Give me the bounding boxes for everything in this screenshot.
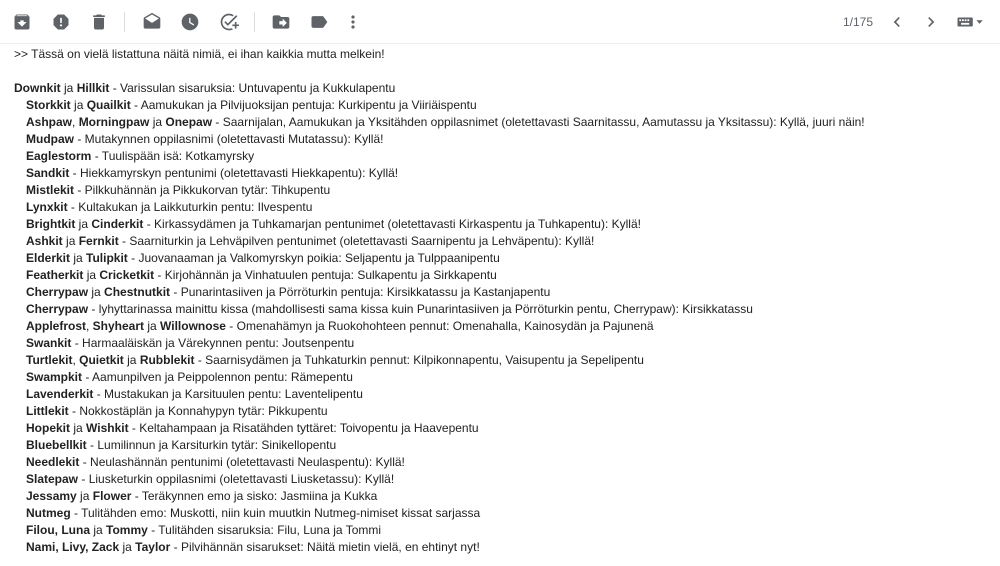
cat-name: Storkkit — [26, 98, 71, 112]
description-text: , — [86, 319, 93, 333]
list-item — [14, 539, 1000, 556]
cat-name: Needlekit — [26, 455, 80, 469]
toolbar-divider — [124, 12, 125, 32]
cat-name: Hillkit — [76, 81, 110, 95]
description-text: - Harmaaläiskän ja Värekynnen pentu: Joutsenpentu — [71, 336, 355, 350]
description-text: - Varissulan sisaruksia: Untuvapentu ja Kukkulapentu — [109, 81, 396, 95]
list-item — [14, 437, 1000, 454]
message-intro: >> Tässä on vielä listattuna näitä nimiä, ei ihan kaikkia mutta melkein! — [14, 47, 385, 61]
blank-line — [14, 63, 1000, 80]
mark-unread-icon[interactable] — [141, 11, 163, 33]
list-item — [14, 182, 1000, 199]
cat-name: Willownose — [160, 319, 226, 333]
description-text: ja — [60, 81, 77, 95]
cat-name: Applefrost — [26, 319, 86, 333]
description-text: - Mutakynnen oppilasnimi (oletettavasti Mutatassu): Kyllä! — [74, 132, 384, 146]
cat-name: Hopekit — [26, 421, 71, 435]
description-text: - Teräkynnen emo ja sisko: Jasmiina ja Kukka — [131, 489, 378, 503]
cat-name: Morningpaw — [78, 115, 150, 129]
cat-name: Mudpaw — [26, 132, 74, 146]
description-text: - Mustakukan ja Karsituulen pentu: Laventelipentu — [93, 387, 363, 401]
cat-name: Swankit — [26, 336, 72, 350]
description-text: ja — [75, 217, 92, 231]
description-text: - Pilvihännän sisarukset: Näitä mietin vielä, en ehtinyt nyt! — [170, 540, 480, 554]
description-text: - Hiekkamyrskyn pentunimi (oletettavasti Hiekkapentu): Kyllä! — [69, 166, 399, 180]
description-text: ja — [70, 98, 87, 112]
description-text: - Kirjohännän ja Vinhatuulen pentuja: Sulkapentu ja Sirkkapentu — [154, 268, 497, 282]
list-item — [14, 148, 1000, 165]
description-text: - Kirkassydämen ja Tuhkamarjan pentunimet (oletettavasti Kirkaspentu ja Tuhkapentu): Kyllä! — [143, 217, 641, 231]
list-item — [14, 284, 1000, 301]
cat-name: Quietkit — [79, 353, 124, 367]
list-item — [14, 454, 1000, 471]
list-item — [14, 199, 1000, 216]
list-item — [14, 403, 1000, 420]
description-text: - Neulashännän pentunimi (oletettavasti Neulaspentu): Kyllä! — [79, 455, 405, 469]
name-list — [14, 80, 1000, 556]
description-text: ja — [119, 540, 136, 554]
description-text: - Aamunpilven ja Peippolennon pentu: Rämepentu — [82, 370, 353, 384]
move-to-icon[interactable] — [270, 11, 292, 33]
description-text: ja — [90, 523, 107, 537]
description-text: ja — [70, 251, 87, 265]
description-text: - Saarnisydämen ja Tuhkaturkin pennut: Kilpikonnapentu, Vaisupentu ja Sepelipentu — [194, 353, 644, 367]
cat-name: Elderkit — [26, 251, 71, 265]
description-text: - Lumilinnun ja Karsiturkin tytär: Sinikellopentu — [86, 438, 337, 452]
list-item — [14, 335, 1000, 352]
list-item — [14, 114, 1000, 131]
cat-name: Wishkit — [86, 421, 129, 435]
label-icon[interactable] — [308, 11, 330, 33]
description-text: - Nokkostäplän ja Konnahypyn tytär: Pikkupentu — [68, 404, 328, 418]
list-item — [14, 80, 1000, 97]
description-text: ja — [144, 319, 161, 333]
snooze-icon[interactable] — [179, 11, 201, 33]
description-text: - Liusketurkin oppilasnimi (oletettavasti Liusketassu): Kyllä! — [78, 472, 395, 486]
delete-icon[interactable] — [88, 11, 110, 33]
list-item — [14, 369, 1000, 386]
cat-name: Mistlekit — [26, 183, 75, 197]
description-text: - Keltahampaan ja Risatähden tyttäret: Toivopentu ja Haavepentu — [128, 421, 479, 435]
cat-name: Tommy — [106, 523, 148, 537]
older-chevron-right-icon[interactable] — [920, 11, 942, 33]
list-item — [14, 233, 1000, 250]
list-item — [14, 250, 1000, 267]
message-body — [0, 44, 1000, 556]
cat-name: Rubblekit — [139, 353, 195, 367]
list-item — [14, 471, 1000, 488]
cat-name: Onepaw — [165, 115, 213, 129]
cat-name: Ashpaw — [26, 115, 73, 129]
description-text: ja — [70, 421, 87, 435]
newer-chevron-left-icon[interactable] — [886, 11, 908, 33]
cat-name: Cricketkit — [99, 268, 155, 282]
archive-icon[interactable] — [11, 11, 33, 33]
list-item — [14, 420, 1000, 437]
list-item — [14, 318, 1000, 335]
description-text: - Kultakukan ja Laikkuturkin pentu: Ilvespentu — [67, 200, 313, 214]
cat-name: Slatepaw — [26, 472, 79, 486]
cat-name: Lavenderkit — [26, 387, 94, 401]
report-spam-icon[interactable] — [50, 11, 72, 33]
cat-name: Littlekit — [26, 404, 69, 418]
description-text: - Omenahämyn ja Ruokohohteen pennut: Omenahalla, Kainosydän ja Pajunenä — [225, 319, 654, 333]
description-text: - Tuulispään isä: Kotkamyrsky — [91, 149, 255, 163]
toolbar-divider — [254, 12, 255, 32]
list-item — [14, 505, 1000, 522]
description-text: - Juovanaaman ja Valkomyrskyn poikia: Seljapentu ja Tulppaanipentu — [127, 251, 500, 265]
add-task-icon[interactable] — [218, 11, 240, 33]
description-text: ja — [88, 285, 105, 299]
cat-name: Downkit — [14, 81, 61, 95]
description-text: - Pilkkuhännän ja Pikkukorvan tytär: Tihkupentu — [74, 183, 331, 197]
description-text: , — [72, 353, 80, 367]
cat-name: Sandkit — [26, 166, 70, 180]
list-item — [14, 522, 1000, 539]
cat-name: Nutmeg — [26, 506, 71, 520]
description-text: ja — [123, 353, 140, 367]
description-text: - lyhyttarinassa mainittu kissa (mahdollisesti sama kissa kuin Punarintasiiven ja Pörröturkin pentu, Cherrypaw): Kirsikkatassu — [88, 302, 753, 316]
cat-name: Cherrypaw — [26, 302, 89, 316]
list-item — [14, 165, 1000, 182]
list-item — [14, 267, 1000, 284]
cat-name: Chestnutkit — [104, 285, 171, 299]
description-text: , — [72, 115, 79, 129]
description-text: - Saarniturkin ja Lehväpilven pentunimet (oletettavasti Saarnipentu ja Lehväpentu): Kyllä! — [118, 234, 595, 248]
description-text: ja — [76, 489, 93, 503]
cat-name: Ashkit — [26, 234, 63, 248]
cat-name: Fernkit — [78, 234, 119, 248]
cat-name: Filou, Luna — [26, 523, 90, 537]
cat-name: Shyheart — [92, 319, 145, 333]
cat-name: Turtlekit — [26, 353, 73, 367]
cat-name: Quailkit — [86, 98, 131, 112]
cat-name: Cherrypaw — [26, 285, 89, 299]
list-item — [14, 216, 1000, 233]
cat-name: Brightkit — [26, 217, 76, 231]
cat-name: Eaglestorm — [26, 149, 92, 163]
cat-name: Bluebellkit — [26, 438, 87, 452]
cat-name: Flower — [92, 489, 132, 503]
cat-name: Jessamy — [26, 489, 77, 503]
description-text: - Tulitähden sisaruksia: Filu, Luna ja Tommi — [147, 523, 382, 537]
pager-count: 1/175 — [843, 15, 874, 29]
description-text: - Aamukukan ja Pilvijuoksijan pentuja: Kurkipentu ja Viiriäispentu — [130, 98, 477, 112]
list-item — [14, 301, 1000, 318]
cat-name: Featherkit — [26, 268, 84, 282]
description-text: - Tulitähden emo: Muskotti, niin kuin muutkin Nutmeg-nimiset kissat sarjassa — [70, 506, 481, 520]
description-text: ja — [83, 268, 100, 282]
cat-name: Nami, Livy, Zack — [26, 540, 120, 554]
description-text: - Saarnijalan, Aamukukan ja Yksitähden oppilasnimet (oletettavasti Saarnitassu, Aamutassu ja Yksitassu): Kyllä, juuri näin! — [212, 115, 865, 129]
description-text: ja — [149, 115, 166, 129]
list-item — [14, 488, 1000, 505]
list-item — [14, 352, 1000, 369]
toolbar — [0, 0, 1000, 44]
description-text: ja — [62, 234, 79, 248]
list-item — [14, 97, 1000, 114]
cat-name: Swampkit — [26, 370, 83, 384]
keyboard-input-icon[interactable] — [955, 11, 987, 33]
cat-name: Tulipkit — [86, 251, 128, 265]
cat-name: Lynxkit — [26, 200, 68, 214]
cat-name: Cinderkit — [91, 217, 144, 231]
list-item — [14, 131, 1000, 148]
cat-name: Taylor — [135, 540, 171, 554]
list-item — [14, 386, 1000, 403]
description-text: - Punarintasiiven ja Pörröturkin pentuja: Kirsikkatassu ja Kastanjapentu — [170, 285, 551, 299]
more-icon[interactable] — [342, 11, 364, 33]
